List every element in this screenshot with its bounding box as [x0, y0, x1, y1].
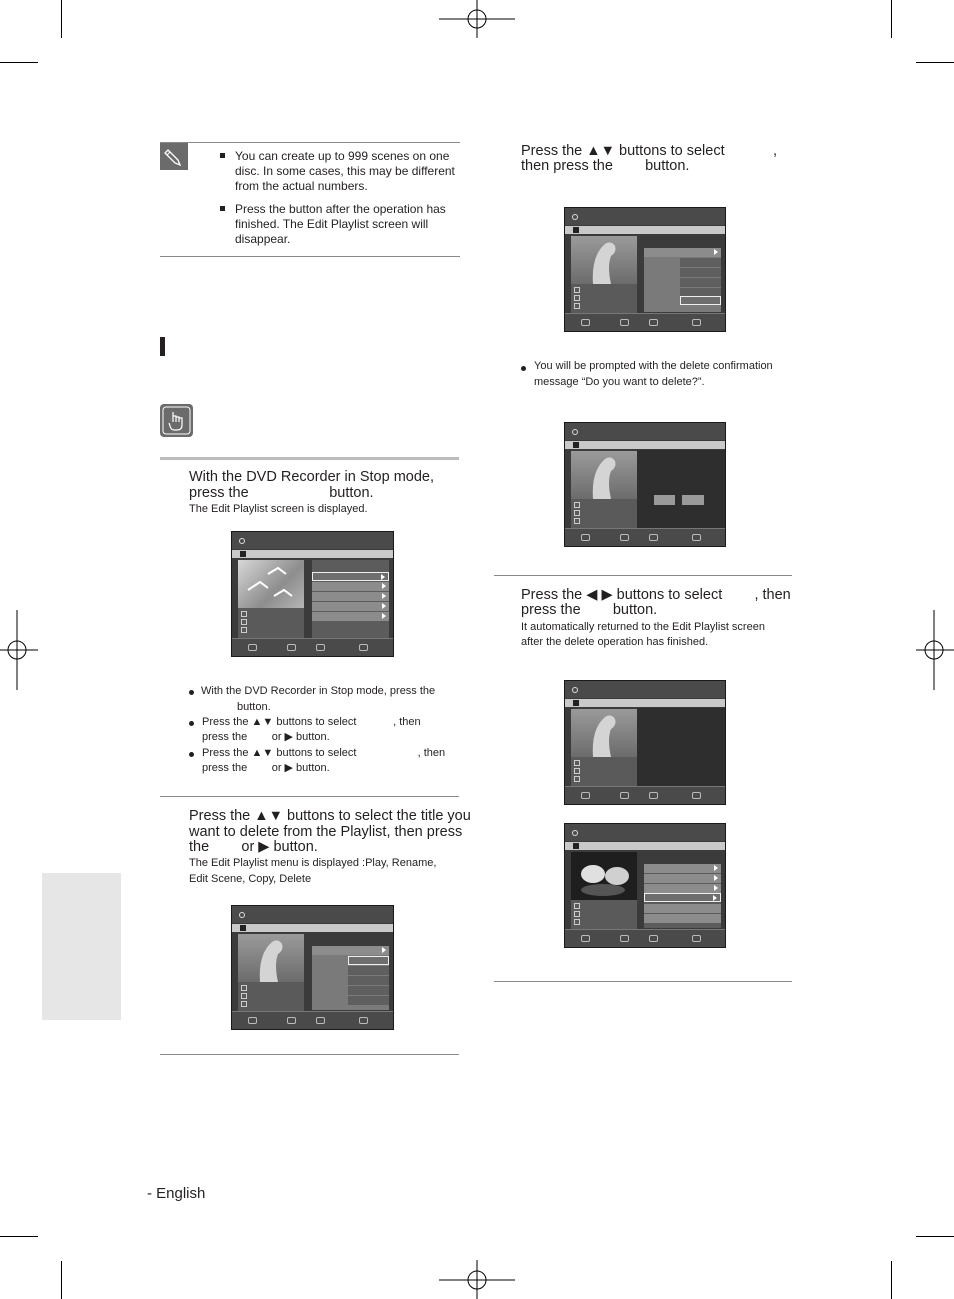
edit-playlist-screen-3: [564, 207, 726, 332]
registration-mark: [0, 610, 40, 690]
divider: [160, 256, 460, 257]
crop-mark: [0, 62, 38, 63]
divider: [160, 1054, 459, 1055]
divider: [494, 981, 792, 982]
right-bullet-line1: You will be prompted with the delete confirmation: [534, 360, 773, 372]
bullet: [220, 153, 225, 158]
bullet: [220, 206, 225, 211]
step2-sub-line1: The Edit Playlist menu is displayed :Play, Rename,: [189, 857, 437, 869]
thumbnail-otters: [571, 852, 637, 900]
page-label: - English: [147, 1185, 206, 1202]
step2-title-line3: the or ▶ button.: [189, 839, 318, 855]
step3-title-line2: then press the button.: [521, 158, 690, 174]
step2-title-line1: Press the ▲▼ buttons to select the title you: [189, 808, 471, 824]
chapter-side-tab: [42, 873, 121, 1020]
divider: [160, 796, 459, 797]
step2-title-line2: want to delete from the Playlist, then press: [189, 824, 463, 840]
crop-mark: [916, 62, 954, 63]
step3-title-line1: Press the ▲▼ buttons to select ,: [521, 143, 777, 159]
bullet: [189, 690, 194, 695]
yes-button[interactable]: [654, 495, 675, 505]
divider: [160, 457, 459, 460]
bullet-3-line1: Press the ▲▼ buttons to select , then: [202, 747, 446, 759]
note-item: You can create up to 999 scenes on one disc. In some cases, this may be different from the actual numbers.: [235, 149, 455, 193]
note-icon: [160, 143, 188, 170]
bullet: [189, 721, 194, 726]
edit-playlist-screen-6: [564, 823, 726, 948]
step2-sub-line2: Edit Scene, Copy, Delete: [189, 873, 312, 885]
remote-hand-icon: [160, 404, 193, 437]
note-item: Press the button after the operation has finished. The Edit Playlist screen will disappear.: [235, 202, 446, 246]
thumbnail-dolphin: [238, 934, 304, 982]
thumbnail-dolphin: [571, 709, 637, 757]
crop-mark: [916, 1236, 954, 1237]
divider: [494, 575, 792, 576]
bullet: [521, 366, 526, 371]
crop-mark: [61, 0, 62, 38]
registration-mark: [437, 1260, 517, 1299]
right-bullet-line2: message “Do you want to delete?”.: [534, 376, 705, 388]
step4-title-line2: press the button.: [521, 602, 658, 618]
bullet-1-line1: With the DVD Recorder in Stop mode, press the: [201, 685, 436, 697]
thumbnail-dolphin: [571, 451, 637, 499]
registration-mark: [914, 610, 954, 690]
thumbnail-birds: [238, 560, 304, 608]
edit-playlist-screen-2: [231, 905, 394, 1030]
thumbnail-dolphin: [571, 236, 637, 284]
edit-playlist-screen-5: [564, 680, 726, 805]
section-marker: [160, 337, 165, 356]
bullet: [189, 752, 194, 757]
bullet-1-line2: button.: [237, 701, 271, 713]
step4-sub-line1: It automatically returned to the Edit Playlist screen: [521, 621, 765, 633]
step4-sub-line2: after the delete operation has finished.: [521, 636, 709, 648]
bullet-3-line2: press the or ▶ button.: [202, 762, 330, 774]
crop-mark: [0, 1236, 38, 1237]
delete-confirm-screen: [564, 422, 726, 547]
crop-mark: [891, 1261, 892, 1299]
step1-sub: The Edit Playlist screen is displayed.: [189, 503, 368, 515]
bullet-2-line2: press the or ▶ button.: [202, 731, 330, 743]
crop-mark: [61, 1261, 62, 1299]
crop-mark: [891, 0, 892, 38]
edit-playlist-screen-1: [231, 531, 394, 657]
step1-title-line1: With the DVD Recorder in Stop mode,: [189, 469, 434, 485]
step1-title-line2: press the button.: [189, 485, 374, 501]
bullet-2-line1: Press the ▲▼ buttons to select , then: [202, 716, 421, 728]
step4-title-line1: Press the ◀ ▶ buttons to select , then: [521, 587, 791, 603]
no-button[interactable]: [682, 495, 704, 505]
divider: [160, 142, 460, 143]
registration-mark: [437, 0, 517, 40]
